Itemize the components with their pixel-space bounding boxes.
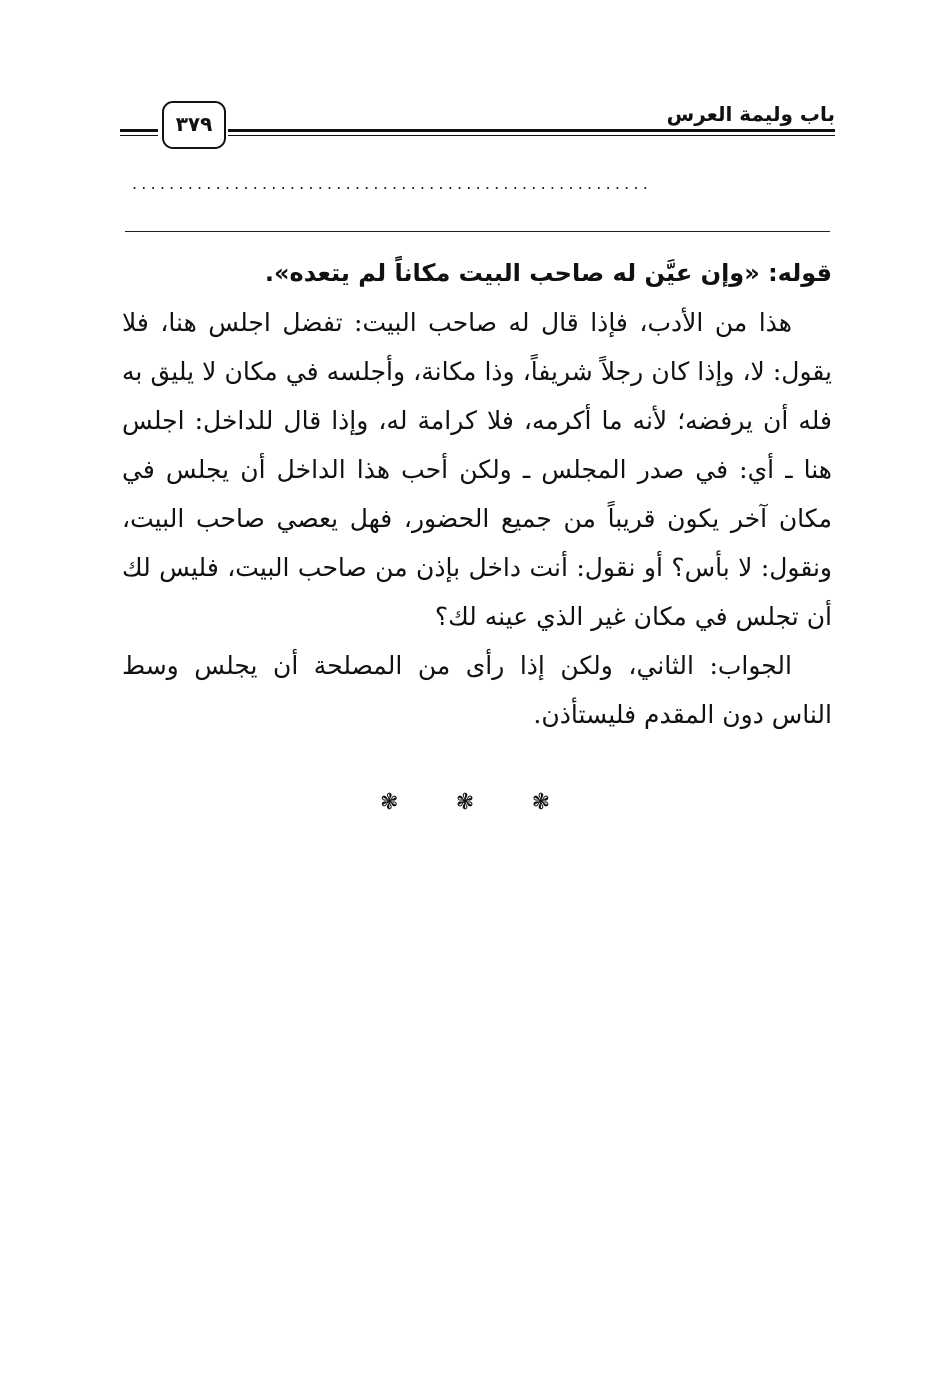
header-rule-right (228, 129, 835, 136)
quoted-text-heading: قوله: «وإن عيَّن له صاحب البيت مكاناً لم يتعده». (264, 259, 832, 287)
dotted-separator: ........................................................ (132, 174, 653, 193)
paragraph: الجواب: الثاني، ولكن إذا رأى من المصلحة أن يجلس وسط الناس دون المقدم فليستأذن. (122, 651, 832, 729)
page-content (122, 250, 832, 739)
page-header (120, 88, 835, 158)
page-number: ٣٧٩ (162, 101, 226, 149)
flower-ornament-icon: ❃ (455, 790, 475, 815)
section-end-ornaments (380, 790, 550, 815)
horizontal-separator (125, 231, 830, 232)
flower-ornament-icon: ❃ (531, 790, 550, 815)
paragraph: هذا من الأدب، فإذا قال له صاحب البيت: تفضل اجلس هنا، فلا يقول: لا، وإذا كان رجلاً شريفاً، وذا مكانة، وأجلسه في مكان لا يليق به فله أن يرفضه؛ لأنه ما أكرمه، فلا كرامة له، وإذا قال للداخل: اجلس هنا ـ أي: في صدر المجلس ـ ولكن أحب هذا الداخل أن يجلس في مكان آخر يكون قريباً من جميع الحضور، فهل يعصي صاحب البيت، ونقول: لا بأس؟ أو نقول: أنت داخل بإذن من صاحب البيت، فليس لك أن تجلس في مكان غير الذي عينه لك؟ (122, 308, 832, 631)
chapter-title: باب وليمة العرس (666, 102, 835, 126)
flower-ornament-icon: ❃ (380, 790, 399, 815)
header-rule-left (120, 129, 158, 136)
